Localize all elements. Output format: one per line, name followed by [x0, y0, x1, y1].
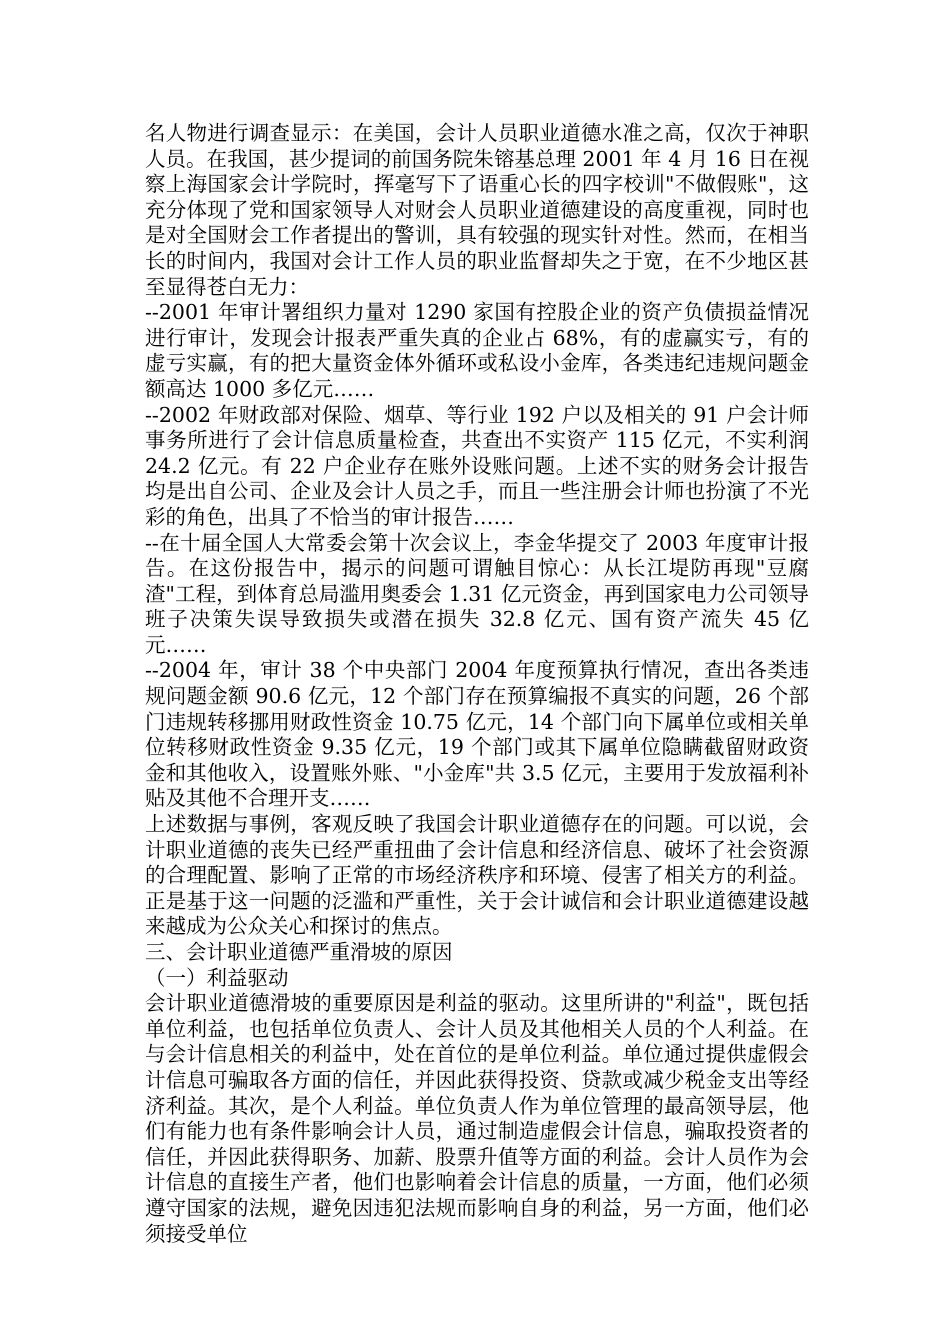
- subsection-heading: （一）利益驱动: [145, 965, 289, 990]
- paragraph-2002-inspection: --2002 年财政部对保险、烟草、等行业 192 户以及相关的 91 户会计师事务所进行了会计信息质量检查，共查出不实资产 115 亿元，不实利润 24.2 亿元。有 22 户企业存在账外设账问题。上述不实的财务会计报告均是出自公司、企业及会计人员之手，而且一些注册会计师也扮演了不光彩的角色，出具了不恰当的审计报告……: [145, 402, 809, 529]
- paragraph-2001-audit: --2001 年审计署组织力量对 1290 家国有控股企业的资产负债损益情况进行审计，发现会计报表严重失真的企业占 68%，有的虚赢实亏，有的虚亏实赢，有的把大量资金体外循环或私设小金库，各类违纪违规问题金额高达 1000 多亿元……: [145, 300, 809, 401]
- paragraph-2003-report: --在十届全国人大常委会第十次会议上，李金华提交了 2003 年度审计报告。在这份报告中，揭示的问题可谓触目惊心：从长江堤防再现"豆腐渣"工程，到体育总局滥用奥委会 1.31 亿元资金，再到国家电力公司领导班子决策失误导致损失或潜在损失 32.8 亿元、国有资产流失 45 亿元……: [145, 530, 809, 657]
- paragraph-summary: 上述数据与事例，客观反映了我国会计职业道德存在的问题。可以说，会计职业道德的丧失已经严重扭曲了会计信息和经济信息、破坏了社会资源的合理配置、影响了正常的市场经济秩序和环境、侵害了相关方的利益。正是基于这一问题的泛滥和严重性，关于会计诚信和会计职业道德建设越来越成为公众关心和探讨的焦点。: [145, 812, 809, 939]
- paragraph-interest-driven: 会计职业道德滑坡的重要原因是利益的驱动。这里所讲的"利益"，既包括单位利益，也包括单位负责人、会计人员及其他相关人员的个人利益。在与会计信息相关的利益中，处在首位的是单位利益。单位通过提供虚假会计信息可骗取各方面的信任，并因此获得投资、贷款或减少税金支出等经济利益。其次，是个人利益。单位负责人作为单位管理的最高领导层，他们有能力也有条件影响会计人员，通过制造虚假会计信息，骗取投资者的信任，并因此获得职务、加薪、股票升值等方面的利益。会计人员作为会计信息的直接生产者，他们也影响着会计信息的质量，一方面，他们必须遵守国家的法规，避免因违犯法规而影响自身的利益，另一方面，他们必须接受单位: [145, 991, 809, 1246]
- paragraph-2004-audit: --2004 年，审计 38 个中央部门 2004 年度预算执行情况，查出各类违规问题金额 90.6 亿元，12 个部门存在预算编报不真实的问题，26 个部门违规转移挪用财政性资金 10.75 亿元，14 个部门向下属单位或相关单位转移财政性资金 9.35 亿元，19 个部门或其下属单位隐瞒截留财政资金和其他收入，设置账外账、"小金库"共 3.5 亿元，主要用于发放福利补贴及其他不合理开支……: [145, 658, 809, 811]
- paragraph-intro: 名人物进行调查显示：在美国，会计人员职业道德水准之高，仅次于神职人员。在我国，甚少提词的前国务院朱镕基总理 2001 年 4 月 16 日在视察上海国家会计学院时，挥毫写下了语重心长的四字校训"不做假账"，这充分体现了党和国家领导人对财会人员职业道德建设的高度重视，同时也是对全国财会工作者提出的警训，具有较强的现实针对性。然而，在相当长的时间内，我国对会计工作人员的职业监督却失之于宽，在不少地区甚至显得苍白无力：: [145, 121, 809, 299]
- document-body: [145, 121, 809, 1247]
- section-heading: 三、会计职业道德严重滑坡的原因: [145, 940, 453, 964]
